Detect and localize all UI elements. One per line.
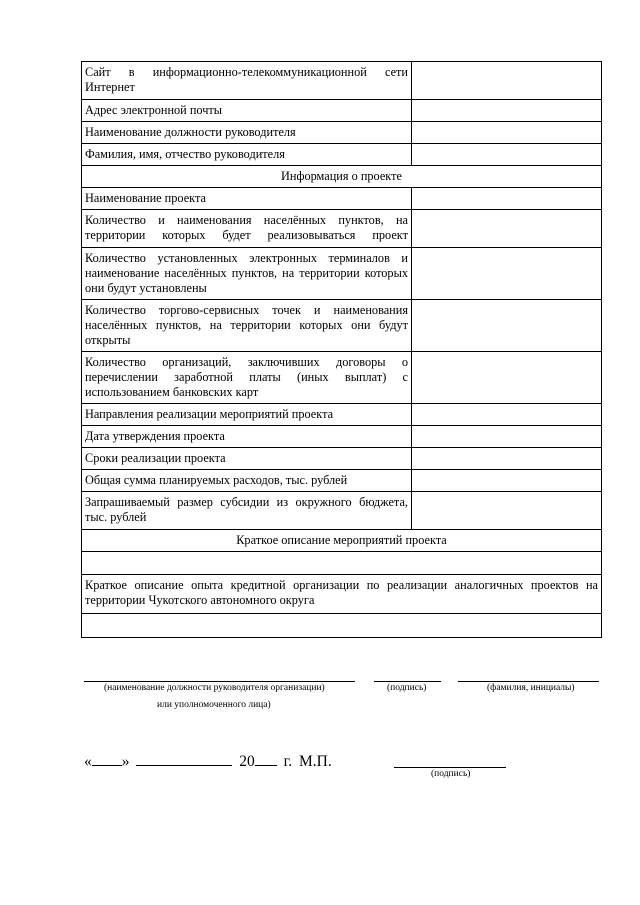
- year-blank[interactable]: [255, 752, 277, 766]
- table-row: [82, 62, 602, 100]
- name-initials-line: [458, 681, 599, 682]
- name-caption: (фамилия, инициалы): [487, 683, 575, 693]
- table-row: [82, 144, 602, 166]
- empty-input-cell[interactable]: [82, 552, 602, 575]
- field-label: Наименование проекта: [82, 188, 412, 210]
- stamp-label: М.П.: [298, 753, 332, 770]
- table-row: [82, 575, 602, 614]
- table-row: [82, 552, 602, 575]
- field-value-cell[interactable]: [412, 300, 602, 352]
- field-label: Количество организаций, заключивших договоры о перечислении заработной платы (иных выплат) с использованием банковских карт: [82, 352, 412, 404]
- close-quote: »: [121, 753, 130, 770]
- empty-input-cell[interactable]: [82, 614, 602, 638]
- field-label: Сайт в информационно-телекоммуникационной сети Интернет: [82, 62, 412, 100]
- date-stamp-row: [84, 752, 332, 771]
- open-quote: «: [84, 753, 92, 770]
- position-caption-line1: (наименование должности руководителя организации): [104, 683, 325, 693]
- day-blank[interactable]: [92, 752, 122, 766]
- form-table-body: [82, 62, 602, 638]
- field-value-cell[interactable]: [412, 62, 602, 100]
- table-row: [82, 352, 602, 404]
- signature-line: [374, 681, 441, 682]
- table-row: [82, 448, 602, 470]
- table-row: [82, 300, 602, 352]
- table-row: [82, 166, 602, 188]
- section-header: Информация о проекте: [82, 166, 602, 188]
- field-label: Дата утверждения проекта: [82, 426, 412, 448]
- application-form-table: [81, 61, 602, 638]
- field-value-cell[interactable]: [412, 492, 602, 530]
- field-label: Наименование должности руководителя: [82, 122, 412, 144]
- table-row: [82, 530, 602, 552]
- section-header: Краткое описание мероприятий проекта: [82, 530, 602, 552]
- field-label: Запрашиваемый размер субсидии из окружного бюджета, тыс. рублей: [82, 492, 412, 530]
- table-row: [82, 492, 602, 530]
- field-label: Сроки реализации проекта: [82, 448, 412, 470]
- date-signature-line: [394, 767, 506, 768]
- field-value-cell[interactable]: [412, 100, 602, 122]
- table-row: [82, 210, 602, 248]
- field-value-cell[interactable]: [412, 404, 602, 426]
- field-value-cell[interactable]: [412, 122, 602, 144]
- table-row: [82, 404, 602, 426]
- field-value-cell[interactable]: [412, 426, 602, 448]
- field-label: Количество торгово-сервисных точек и наименования населённых пунктов, на территории которых они будут открыты: [82, 300, 412, 352]
- wide-label-row: Краткое описание опыта кредитной организации по реализации аналогичных проектов на территории Чукотского автономного округа: [82, 575, 602, 614]
- field-label: Направления реализации мероприятий проекта: [82, 404, 412, 426]
- field-label: Количество установленных электронных терминалов и наименование населённых пунктов, на территории которых они будут установлены: [82, 248, 412, 300]
- table-row: [82, 100, 602, 122]
- field-value-cell[interactable]: [412, 188, 602, 210]
- field-label: Фамилия, имя, отчество руководителя: [82, 144, 412, 166]
- table-row: [82, 426, 602, 448]
- position-signature-line: [84, 681, 355, 682]
- year-prefix: 20: [239, 753, 255, 770]
- table-row: [82, 188, 602, 210]
- field-value-cell[interactable]: [412, 144, 602, 166]
- table-row: [82, 614, 602, 638]
- date-signature-caption: (подпись): [431, 769, 471, 779]
- field-value-cell[interactable]: [412, 352, 602, 404]
- table-row: [82, 122, 602, 144]
- position-caption-line2: или уполномоченного лица): [157, 700, 271, 710]
- table-row: [82, 248, 602, 300]
- table-row: [82, 470, 602, 492]
- field-label: Количество и наименования населённых пунктов, на территории которых будет реализовываться проект: [82, 210, 412, 248]
- field-label: Общая сумма планируемых расходов, тыс. рублей: [82, 470, 412, 492]
- field-value-cell[interactable]: [412, 210, 602, 248]
- year-suffix: г.: [283, 753, 293, 770]
- field-value-cell[interactable]: [412, 470, 602, 492]
- signature-caption: (подпись): [387, 683, 427, 693]
- field-label: Адрес электронной почты: [82, 100, 412, 122]
- month-blank[interactable]: [136, 752, 232, 766]
- field-value-cell[interactable]: [412, 248, 602, 300]
- field-value-cell[interactable]: [412, 448, 602, 470]
